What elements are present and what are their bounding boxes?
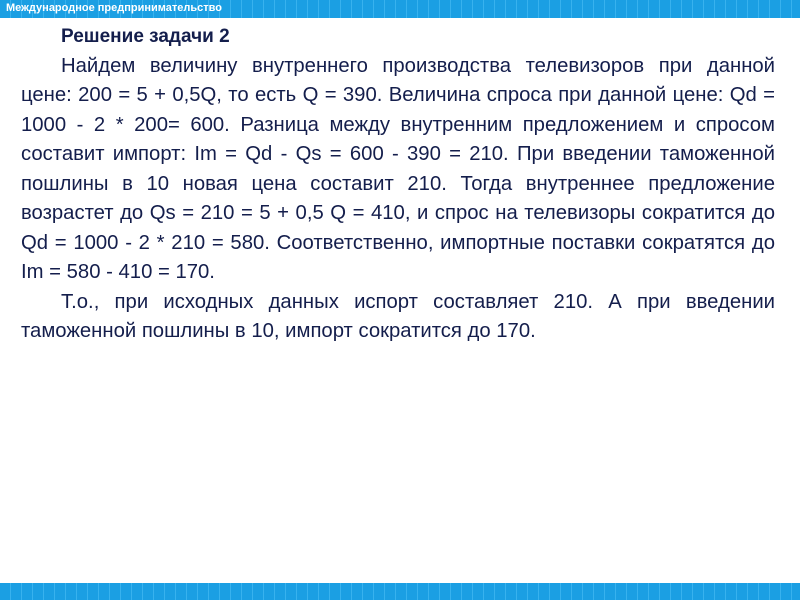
- solution-paragraph-1: Найдем величину внутреннего производства телевизоров при данной цене: 200 = 5 + 0,5Q, то есть Q = 390. Величина спроса при данной цене: Qd = 1000 - 2 * 200= 600. Разница между внутренним предложением и спросом составит импорт: Im = Qd - Qs = 600 - 390 = 210. При введении таможенной пошлины в 10 новая цена составит 210. Тогда внутреннее предложение возрастет до Qs = 210 = 5 + 0,5 Q = 410, и спрос на телевизоры сократится до Qd = 1000 - 2 * 210 = 580. Соответственно, импортные поставки сократятся до Im = 580 - 410 = 170.: [21, 54, 775, 283]
- slide-content: [21, 22, 775, 347]
- header-bar: [0, 0, 800, 18]
- solution-heading: Решение задачи 2: [61, 26, 230, 47]
- footer-bar: [0, 583, 800, 600]
- header-title: Международное предпринимательство: [6, 2, 222, 14]
- solution-paragraph-2: Т.о., при исходных данных испорт составляет 210. А при введении таможенной пошлины в 10, импорт сократится до 170.: [21, 290, 775, 342]
